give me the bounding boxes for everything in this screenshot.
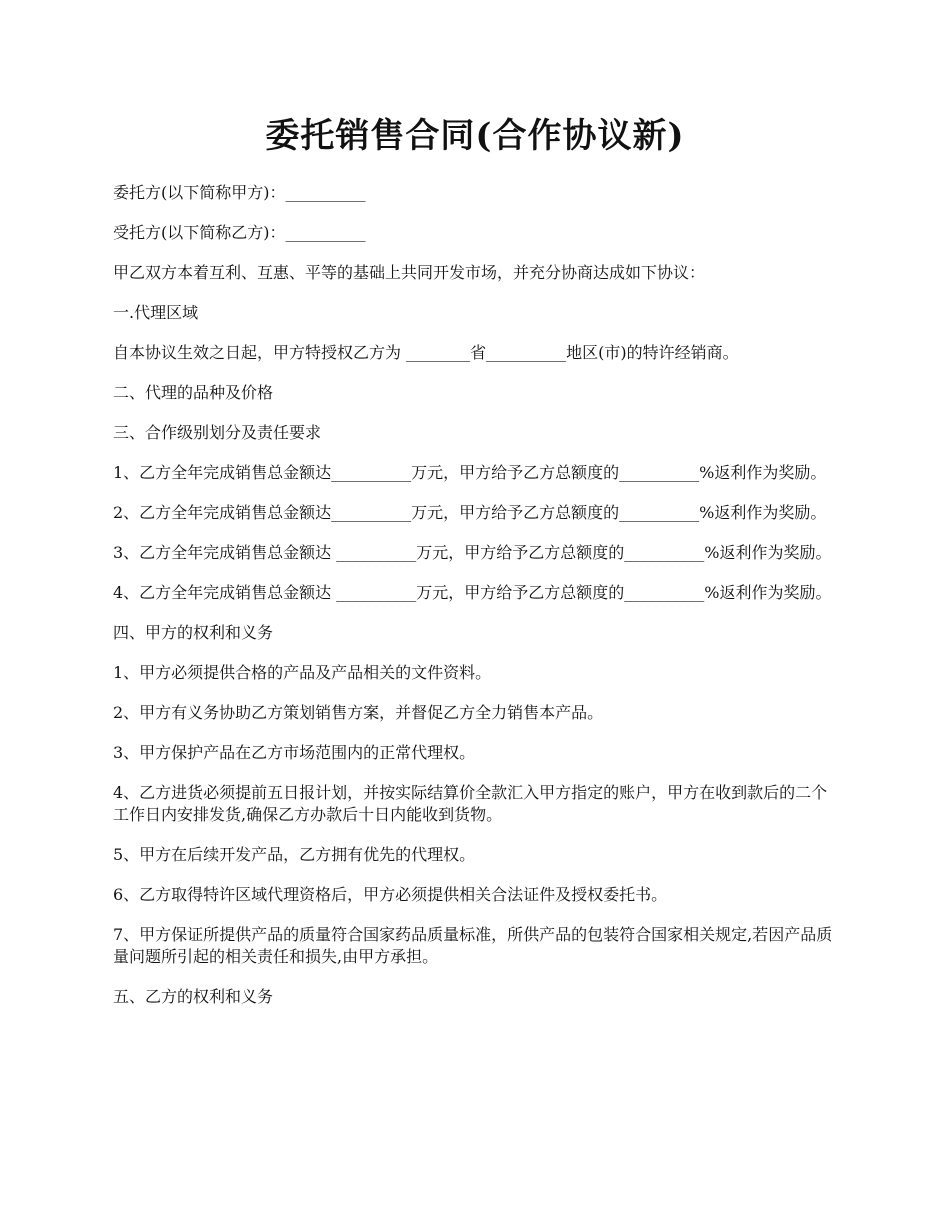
clause-text: 2、甲方有义务协助乙方策划销售方案，并督促乙方全力销售本产品。 — [113, 703, 604, 722]
clause-text: 7、甲方保证所提供产品的质量符合国家药品质量标准，所供产品的包装符合国家相关规定,若因产品质量问题所引起的相关责任和损失,由甲方承担。 — [113, 925, 833, 966]
section-heading-1: 一.代理区域 — [113, 303, 199, 322]
section-heading-3: 三、合作级别划分及责任要求 — [113, 423, 322, 442]
clause-text: 1、甲方必须提供合格的产品及产品相关的文件资料。 — [113, 663, 492, 682]
section-heading-5: 五、乙方的权利和义务 — [113, 987, 274, 1006]
clause-text: 3、乙方全年完成销售总金额达 __________万元，甲方给予乙方总额度的__________%返利作为奖励。 — [113, 543, 832, 562]
clause-text: 1、乙方全年完成销售总金额达__________万元，甲方给予乙方总额度的__________%返利作为奖励。 — [113, 463, 827, 482]
clause-text: 3、甲方保护产品在乙方市场范围内的正常代理权。 — [113, 743, 476, 762]
clause-text: 4、乙方全年完成销售总金额达 __________万元，甲方给予乙方总额度的__________%返利作为奖励。 — [113, 583, 832, 602]
document-body — [113, 182, 835, 1026]
document-title: 委托销售合同(合作协议新) — [265, 116, 685, 156]
preamble: 甲乙双方本着互利、互惠、平等的基础上共同开发市场，并充分协商达成如下协议： — [113, 263, 706, 282]
clause-text: 4、乙方进货必须提前五日报计划，并按实际结算价全款汇入甲方指定的账户，甲方在收到款后的二个工作日内安排发货,确保乙方办款后十日内能收到货物。 — [113, 783, 828, 824]
section-heading-2: 二、代理的品种及价格 — [113, 383, 274, 402]
party-b-line: 受托方(以下简称乙方)：__________ — [113, 223, 366, 242]
clause-text: 自本协议生效之日起，甲方特授权乙方为 ________省__________地区(市)的特许经销商。 — [113, 343, 739, 362]
section-heading-4: 四、甲方的权利和义务 — [113, 623, 274, 642]
party-a-line: 委托方(以下简称甲方)：__________ — [113, 183, 366, 202]
clause-text: 2、乙方全年完成销售总金额达__________万元，甲方给予乙方总额度的__________%返利作为奖励。 — [113, 503, 827, 522]
clause-text: 5、甲方在后续开发产品，乙方拥有优先的代理权。 — [113, 845, 476, 864]
clause-text: 6、乙方取得特许区域代理资格后，甲方必须提供相关合法证件及授权委托书。 — [113, 885, 668, 904]
